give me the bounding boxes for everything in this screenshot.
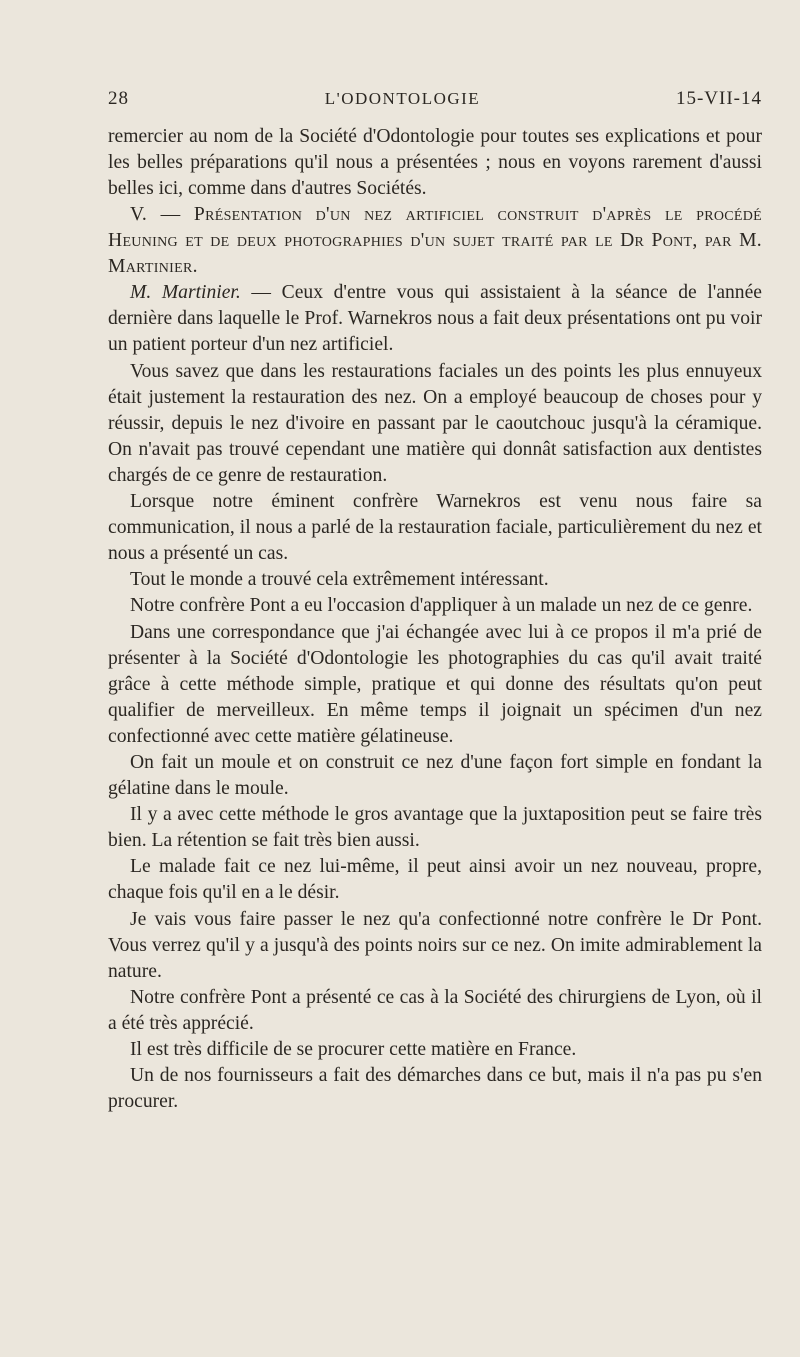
paragraph-4: Tout le monde a trouvé cela extrêmement intéressant. [130,569,549,591]
journal-title: L'ODONTOLOGIE [324,89,481,108]
paragraph-8: Il y a avec cette méthode le gros avantage que la juxtaposition peut se faire très bien. La rétention se fait très bien aussi. [108,804,762,852]
paragraph-9: Le malade fait ce nez lui-même, il peut ainsi avoir un nez nouveau, propre, chaque fois qu'il en a le désir. [108,856,762,904]
paragraph-7: On fait un moule et on construit ce nez d'une façon fort simple en fondant la gélatine dans le moule. [108,751,762,800]
page-number: 28 [108,88,129,109]
paragraph-2: Vous savez que dans les restaurations faciales un des points les plus ennuyeux était justement la restauration des nez. On a employé beaucoup de choses pour y réussir, depuis le nez d'ivoire en passant par le caoutchouc jusqu'à la céramique. On n'avait pas trouvé cependant une matière qui donnât satisfaction aux dentistes chargés de ce genre de restauration. [108,360,762,486]
article-body [108,124,762,1115]
paragraph-11: Notre confrère Pont a présenté ce cas à la Société des chirurgiens de Lyon, où il a été très apprécié. [108,986,762,1034]
speaker-name: M. Martinier. [130,282,241,304]
paragraph-3: Lorsque notre éminent confrère Warnekros est venu nous faire sa communication, il nous a parlé de la restauration faciale, particulièrement du nez et nous a présenté un cas. [108,491,762,565]
paragraph-5: Notre confrère Pont a eu l'occasion d'appliquer à un malade un nez de ce genre. [130,595,753,617]
issue-date: 15-VII-14 [675,88,762,109]
paragraph-13: Un de nos fournisseurs a fait des démarches dans ce but, mais il n'a pas pu s'en procurer. [108,1065,762,1113]
paragraph-12: Il est très difficile de se procurer cette matière en France. [130,1039,577,1060]
intro-paragraph: remercier au nom de la Société d'Odontologie pour toutes ses explications et pour les belles préparations qu'il nous a présentées ; nous en voyons rarement d'aussi belles ici, comme dans d'autres Sociétés. [108,126,762,200]
paragraph-1-text: — Ceux d'entre vous qui assistaient à la séance de l'année dernière dans laquelle le Prof. Warnekros nous a fait deux présentations ont pu voir un patient porteur d'un nez artificiel. [108,282,762,356]
paragraph-1 [108,280,762,358]
paragraph-6: Dans une correspondance que j'ai échangée avec lui à ce propos il m'a prié de présenter à la Société d'Odontologie les photographies du cas qu'il avait traité grâce à cette méthode simple, pratique et qui donne des résultats qu'on peut qualifier de merveilleux. En même temps il joignait un spécimen d'un nez confectionné avec cette matière gélatineuse. [108,621,762,747]
section-heading: V. — Présentation d'un nez artificiel construit d'après le procédé Heuning et de deux photographies d'un sujet traité par le Dr Pont, par M. Martinier. [108,204,762,278]
paragraph-10: Je vais vous faire passer le nez qu'a confectionné notre confrère le Dr Pont. Vous verrez qu'il y a jusqu'à des points noirs sur ce nez. On imite admirablement la nature. [108,908,762,982]
running-header [108,88,762,110]
